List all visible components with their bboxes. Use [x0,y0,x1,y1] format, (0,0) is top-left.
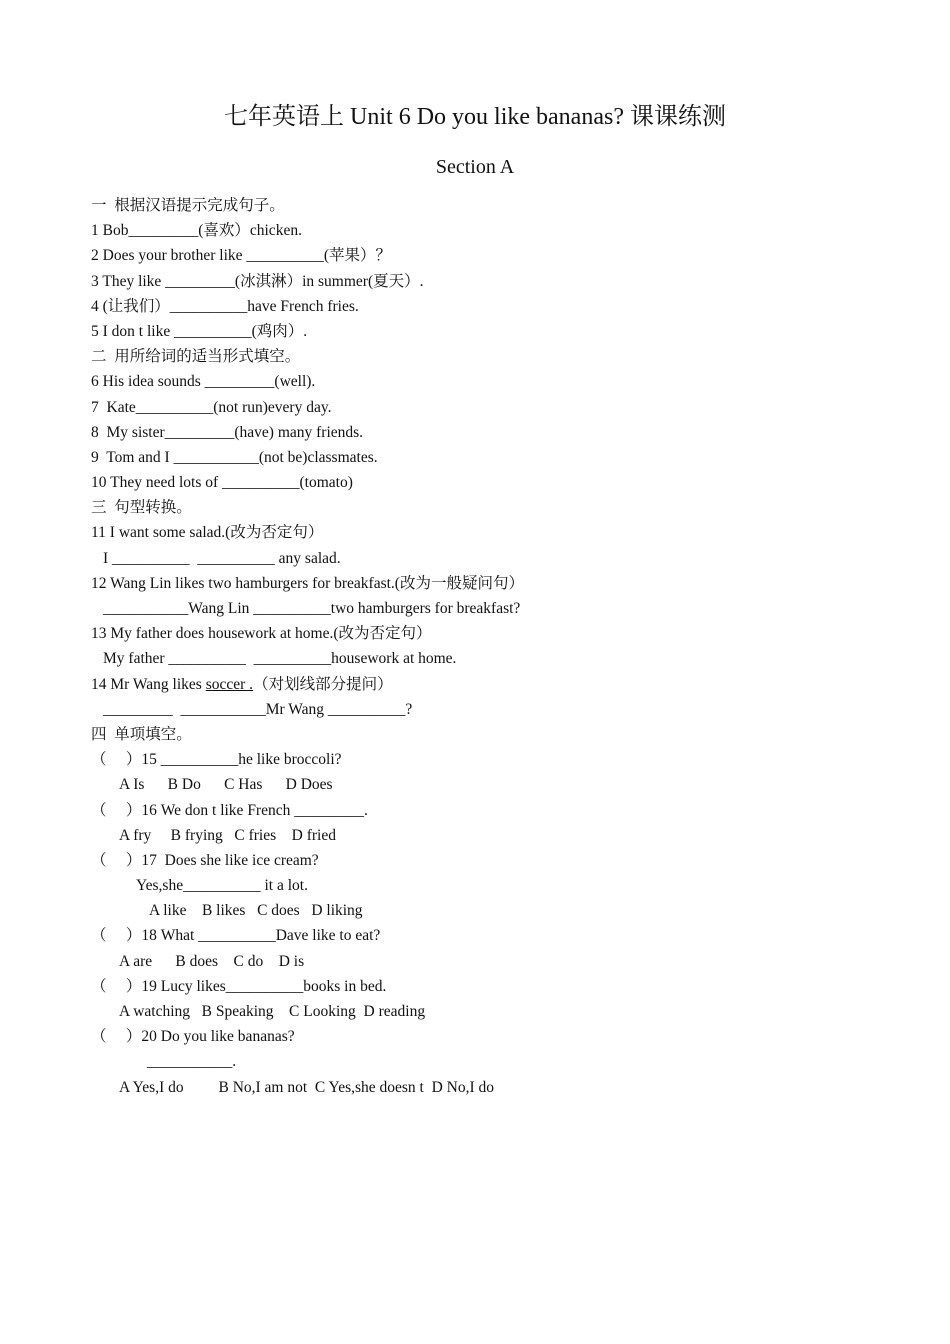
worksheet-line [91,470,911,495]
line-text: 12 Wang Lin likes two hamburgers for breakfast.(改为一般疑问句） [91,574,524,592]
line-text: 一 根据汉语提示完成句子。 [91,197,285,214]
line-text: （ ）19 Lucy likes__________books in bed. [91,977,387,995]
line-text: 1 Bob_________(喜欢）chicken. [91,222,302,240]
line-text: 二 用所给词的适当形式填空。 [91,348,301,366]
line-text: （ ）16 We don t like French _________. [91,801,368,819]
line-text: （ ）15 __________he like broccoli? [91,751,342,769]
worksheet-line [91,974,911,999]
worksheet-line [91,269,911,294]
line-text: 3 They like _________(冰淇淋）in summer(夏天）. [91,272,424,290]
line-text: My father __________ __________housework at home. [103,650,457,668]
line-text: 9 Tom and I ___________(not be)classmates. [91,448,378,466]
worksheet-line [91,672,911,697]
line-text: 2 Does your brother like __________(苹果）？ [91,247,392,265]
worksheet-line [91,344,911,369]
worksheet-line [91,1024,911,1049]
worksheet-line [91,722,911,747]
worksheet-line [91,218,911,243]
line-text: 10 They need lots of __________(tomato) [91,474,353,492]
line-text: Yes,she__________ it a lot. [136,877,308,895]
worksheet-line [91,369,911,394]
line-text: 11 I want some salad.(改为否定句） [91,524,324,542]
worksheet-line [91,621,911,646]
line-text: ___________Wang Lin __________two hamburgers for breakfast? [103,600,521,617]
line-text: （ ）20 Do you like bananas? [91,1028,295,1046]
line-text: 8 My sister_________(have) many friends. [91,423,364,441]
line-text: 四 单项填空。 [91,725,192,743]
worksheet-line [91,193,911,218]
worksheet-body [91,193,911,1100]
worksheet-line [91,395,911,420]
worksheet-line [91,898,911,923]
worksheet-line [91,520,911,545]
worksheet-line [91,697,911,722]
worksheet-line [91,873,911,898]
worksheet-line [91,294,911,319]
line-text: A are B does C do D is [119,952,305,970]
worksheet-line [91,495,911,520]
line-text: I __________ __________ any salad. [103,549,341,567]
line-text: 6 His idea sounds _________(well). [91,373,316,391]
worksheet-line [91,848,911,873]
line-text: A fry B frying C fries D fried [119,826,336,844]
worksheet-line [91,747,911,772]
worksheet-line [91,546,911,571]
line-text: 13 My father does housework at home.(改为否定句） [91,625,432,643]
line-text: A watching B Speaking C Looking D reading [119,1003,426,1020]
line-text: 7 Kate__________(not run)every day. [91,398,332,416]
page-title: 七年英语上 Unit 6 Do you like bananas? 课课练测 [224,104,726,130]
worksheet-line [91,571,911,596]
line-text: 三 句型转换。 [91,499,192,517]
line-text: （ ）18 What __________Dave like to eat? [91,927,381,945]
worksheet-line [91,596,911,621]
worksheet-line [91,798,911,823]
worksheet-line [91,949,911,974]
worksheet-line [91,772,911,797]
worksheet-line [91,319,911,344]
line-text: _________ ___________Mr Wang __________? [103,700,413,718]
worksheet-line [91,420,911,445]
worksheet-line [91,999,911,1024]
line-text: A Is B Do C Has D Does [119,776,333,794]
worksheet-line [91,823,911,848]
worksheet-line [91,243,911,268]
line-text: A like B likes C does D liking [149,902,363,920]
worksheet-line [91,1049,911,1074]
line-text: 5 I don t like __________(鸡肉）. [91,322,308,340]
worksheet-line [91,923,911,948]
worksheet-line [91,1075,911,1100]
line-text: （对划线部分提问） [253,675,393,693]
line-text: A Yes,I do B No,I am not C Yes,she doesn t D No,I do [119,1078,495,1096]
line-text: （ ）17 Does she like ice cream? [91,851,319,869]
line-text: 4 (让我们）__________have French fries. [91,297,359,315]
worksheet-line [91,646,911,671]
line-text: ___________. [147,1053,237,1071]
underlined-text: soccer . [205,675,254,693]
worksheet-line [91,445,911,470]
section-title: Section A [435,156,515,178]
line-text: 14 Mr Wang likes [91,675,206,693]
